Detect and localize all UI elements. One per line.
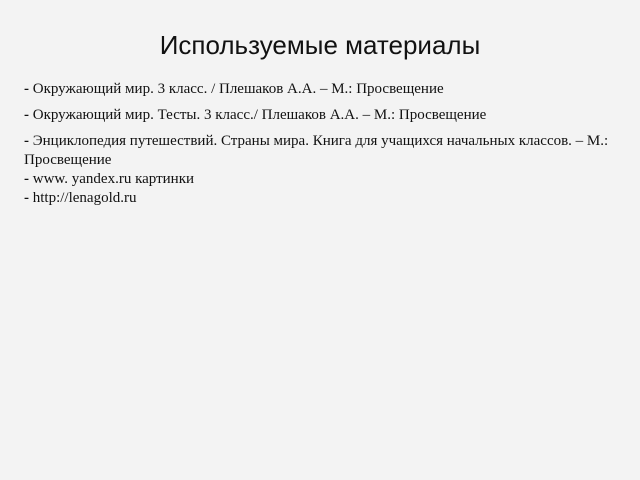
materials-list [24,80,620,208]
list-dash: - [24,190,29,206]
list-item [24,170,620,189]
list-dash: - [24,107,29,123]
list-item [24,132,620,170]
list-item [24,189,620,208]
list-item [24,106,620,125]
list-item-text: Окружающий мир. 3 класс. / Плешаков А.А. – М.: Просвещение [29,81,444,97]
list-item-text: Окружающий мир. Тесты. 3 класс./ Плешаков А.А. – М.: Просвещение [29,107,487,123]
list-item [24,80,620,99]
list-item-text: Энциклопедия путешествий. Страны мира. Книга для учащихся начальных классов. – М.: Просвещение [24,133,609,168]
list-item-text: http://lenagold.ru [29,190,137,206]
slide-title: Используемые материалы [159,30,481,60]
list-dash: - [24,171,29,187]
list-item-text: www. yandex.ru картинки [29,171,195,187]
list-dash: - [24,81,29,97]
list-dash: - [24,133,29,149]
